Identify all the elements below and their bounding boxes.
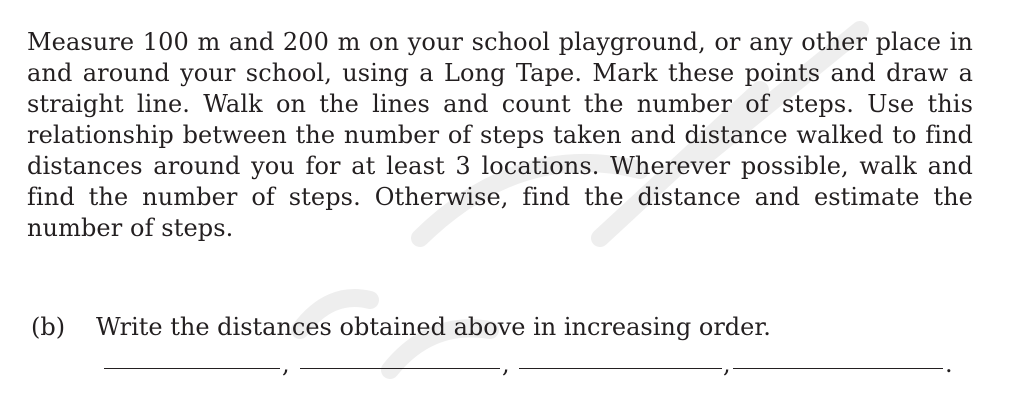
answer-blank-1[interactable] [104,368,280,369]
answer-blank-3[interactable] [519,368,722,369]
instruction-paragraph: Measure 100 m and 200 m on your school playground, or any other place in and around your school, using a Long Tape. Mark these points and draw a straight line. Walk on the lines and count the number of steps. Use this relationship between the number of steps taken and distance walked to find distances around you for at least 3 locations. Wherever possible, walk and find the number of steps. Otherwise, find the distance and estimate the number of steps. [27,28,973,242]
answer-blank-2[interactable] [300,368,500,369]
question-text: Write the distances obtained above in increasing order. [96,313,771,341]
answer-separator: , [282,350,290,378]
answer-blank-4[interactable] [733,368,943,369]
question-label: (b) [31,313,66,341]
answer-period: . [945,350,953,378]
answer-separator: , [502,350,510,378]
answer-separator: , [723,350,731,378]
